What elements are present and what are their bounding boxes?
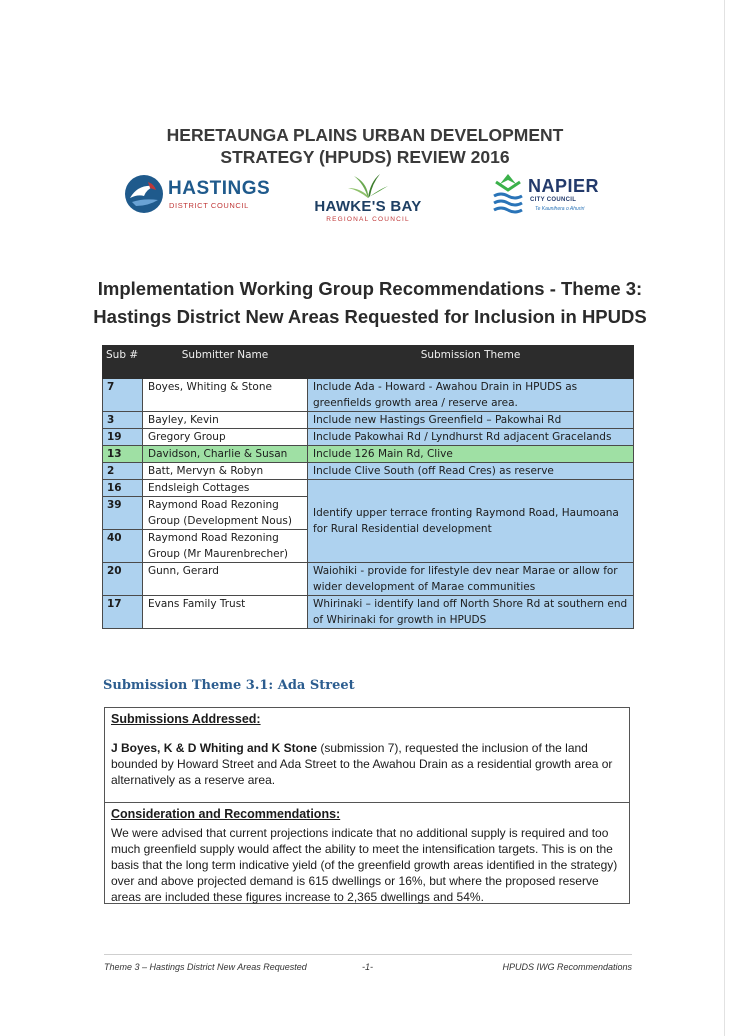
council-logos — [0, 168, 731, 228]
hawkes-bay-emblem-icon — [340, 170, 396, 200]
hastings-emblem-icon — [124, 174, 164, 214]
row-submitter-name: Batt, Mervyn & Robyn — [143, 463, 308, 480]
hastings-logo-sub: DISTRICT COUNCIL — [169, 201, 249, 210]
row-submission-theme-merged: Identify upper terrace fronting Raymond Road, Haumoana for Rural Residential development — [308, 480, 634, 563]
document-title-line-1: HERETAUNGA PLAINS URBAN DEVELOPMENT — [166, 125, 564, 145]
consideration-section — [105, 803, 629, 905]
page-heading-line-2: Hastings District New Areas Requested for Inclusion in HPUDS — [93, 306, 647, 327]
row-sub-number: 20 — [103, 563, 143, 596]
submitter-names: J Boyes, K & D Whiting and K Stone — [111, 741, 318, 755]
page-footer — [104, 960, 632, 976]
row-submission-theme: Include Pakowhai Rd / Lyndhurst Rd adjacent Gracelands — [308, 429, 634, 446]
napier-logo-name: NAPIER — [528, 176, 600, 196]
column-header-sub: Sub # — [103, 346, 143, 379]
row-submitter-name: Davidson, Charlie & Susan — [143, 446, 308, 463]
row-submitter-name: Evans Family Trust — [143, 596, 308, 629]
napier-logo — [490, 170, 610, 222]
document-title-line-2: STRATEGY (HPUDS) REVIEW 2016 — [220, 147, 510, 167]
hawkes-bay-logo-name: HAWKE'S BAY — [314, 198, 422, 215]
row-submitter-name: Gregory Group — [143, 429, 308, 446]
table-header-row — [103, 346, 634, 379]
footer-right: HPUDS IWG Recommendations — [502, 962, 632, 972]
table-row — [103, 480, 634, 497]
table-row — [103, 563, 634, 596]
table-row — [103, 463, 634, 480]
table-row — [103, 412, 634, 429]
table-row — [103, 379, 634, 412]
section-title: Submission Theme 3.1: Ada Street — [103, 678, 355, 693]
row-submission-theme: Include 126 Main Rd, Clive — [308, 446, 634, 463]
row-sub-number: 16 — [103, 480, 143, 497]
row-sub-number: 19 — [103, 429, 143, 446]
row-submitter-name: Raymond Road Rezoning Group (Development Nous) — [143, 497, 308, 530]
row-submission-theme: Whirinaki – identify land off North Shore Rd at southern end of Whirinaki for growth in HPUDS — [308, 596, 634, 629]
row-sub-number: 17 — [103, 596, 143, 629]
submission-box — [104, 707, 630, 904]
submissions-addressed-rest: (submission 7), requested the inclusion of the land bounded by Howard Street and Ada Street to the Awahou Drain as a residential growth area or alternatively as a reserve area. — [111, 741, 613, 787]
hawkes-bay-logo-sub: REGIONAL COUNCIL — [326, 216, 410, 223]
row-submitter-name: Bayley, Kevin — [143, 412, 308, 429]
footer-page-number: -1- — [362, 962, 373, 972]
napier-emblem-icon — [490, 170, 526, 216]
document-title — [100, 124, 630, 168]
row-submitter-name: Gunn, Gerard — [143, 563, 308, 596]
row-submission-theme: Include new Hastings Greenfield – Pakowhai Rd — [308, 412, 634, 429]
submissions-addressed-heading: Submissions Addressed: — [111, 712, 261, 726]
row-submission-theme: Include Ada - Howard - Awahou Drain in HPUDS as greenfields growth area / reserve area. — [308, 379, 634, 412]
row-sub-number: 3 — [103, 412, 143, 429]
row-submission-theme: Waiohiki - provide for lifestyle dev near Marae or allow for wider development of Marae communities — [308, 563, 634, 596]
hastings-logo — [124, 174, 274, 220]
napier-logo-sub: CITY COUNCIL — [530, 197, 577, 203]
column-header-theme: Submission Theme — [308, 346, 634, 379]
row-sub-number: 40 — [103, 530, 143, 563]
napier-logo-sub2: Te Kaunihera o Ahuriri — [535, 206, 585, 212]
footer-left: Theme 3 – Hastings District New Areas Requested — [104, 962, 307, 972]
submissions-table — [102, 345, 634, 629]
consideration-heading: Consideration and Recommendations: — [111, 807, 341, 821]
row-submission-theme: Include Clive South (off Read Cres) as reserve — [308, 463, 634, 480]
page-edge — [724, 0, 725, 1036]
row-submitter-name: Boyes, Whiting & Stone — [143, 379, 308, 412]
table-row — [103, 429, 634, 446]
row-sub-number: 2 — [103, 463, 143, 480]
page-heading — [60, 275, 680, 331]
row-sub-number: 13 — [103, 446, 143, 463]
row-submitter-name: Endsleigh Cottages — [143, 480, 308, 497]
footer-rule — [104, 954, 632, 955]
row-sub-number: 39 — [103, 497, 143, 530]
submissions-addressed-text — [105, 726, 629, 788]
row-submitter-name: Raymond Road Rezoning Group (Mr Maurenbrecher) — [143, 530, 308, 563]
consideration-text: We were advised that current projections indicate that no additional supply is required and too much greenfield supply would affect the ability to meet the intensification targets. This is on the basis that the long term indicative yield (of the greenfield growth areas identified in the strategy) over and above projected demand is 615 dwellings or 16%, but where the proposed reserve areas are included these figures increase to 2,365 dwellings and 54%. — [111, 826, 618, 904]
hastings-logo-name: HASTINGS — [168, 178, 271, 199]
table-row — [103, 596, 634, 629]
table-row-highlighted — [103, 446, 634, 463]
row-sub-number: 7 — [103, 379, 143, 412]
page-heading-line-1: Implementation Working Group Recommendations - Theme 3: — [97, 278, 643, 299]
hawkes-bay-logo — [312, 170, 424, 226]
column-header-name: Submitter Name — [143, 346, 308, 379]
